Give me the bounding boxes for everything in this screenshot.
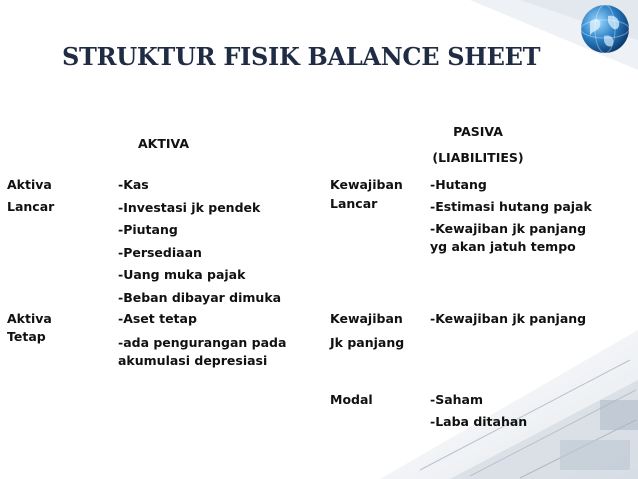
list-item: -Piutang xyxy=(118,222,178,237)
row1-pasiva-items xyxy=(430,174,592,258)
list-item: -Kas xyxy=(118,177,149,192)
row3-pasiva-label xyxy=(330,389,373,411)
header-aktiva xyxy=(138,133,189,155)
row2-aktiva-label-line: Aktiva xyxy=(7,311,52,326)
row1-aktiva-label xyxy=(7,174,54,218)
globe-icon xyxy=(578,2,632,56)
row2-aktiva-label xyxy=(7,308,52,348)
list-item: -Estimasi hutang pajak xyxy=(430,199,592,214)
list-item: -Kewajiban jk panjang xyxy=(430,311,587,326)
list-item: -Kewajiban jk panjang xyxy=(430,221,587,236)
header-pasiva xyxy=(418,121,538,169)
row1-aktiva-label-line: Lancar xyxy=(7,199,55,214)
list-item: -Persediaan xyxy=(118,244,202,260)
header-aktiva-label: AKTIVA xyxy=(138,136,190,151)
row3-pasiva-items xyxy=(430,389,527,433)
row2-aktiva-items xyxy=(118,308,286,372)
row2-pasiva-label xyxy=(330,308,404,354)
slide-title: STRUKTUR FISIK BALANCE SHEET xyxy=(62,42,541,71)
list-item: akumulasi depresiasi xyxy=(118,353,268,368)
row1-aktiva-label-line: Aktiva xyxy=(7,177,52,192)
row3-pasiva-label-line: Modal xyxy=(330,392,373,407)
list-item: -Saham xyxy=(430,392,483,407)
row2-pasiva-items xyxy=(430,308,586,330)
row1-pasiva-label xyxy=(330,174,403,215)
header-liabilities-label: (LIABILITIES) xyxy=(432,150,524,165)
header-pasiva-label: PASIVA xyxy=(453,124,503,139)
list-item: -Laba ditahan xyxy=(430,414,528,429)
list-item: -Aset tetap xyxy=(118,311,197,326)
row1-aktiva-items xyxy=(118,174,281,309)
row1-pasiva-label-line: Lancar xyxy=(330,196,378,211)
list-item: -Uang muka pajak xyxy=(118,267,246,282)
row2-pasiva-label-line: Jk panjang xyxy=(330,335,405,350)
row1-pasiva-label-line: Kewajiban xyxy=(330,177,403,192)
row2-aktiva-label-line: Tetap xyxy=(7,329,46,344)
row2-pasiva-label-line: Kewajiban xyxy=(330,311,403,326)
list-item: -Investasi jk pendek xyxy=(118,199,261,215)
list-item: -ada pengurangan pada xyxy=(118,335,287,350)
list-item: -Hutang xyxy=(430,177,487,192)
list-item: yg akan jatuh tempo xyxy=(430,239,576,254)
list-item: -Beban dibayar dimuka xyxy=(118,289,282,305)
